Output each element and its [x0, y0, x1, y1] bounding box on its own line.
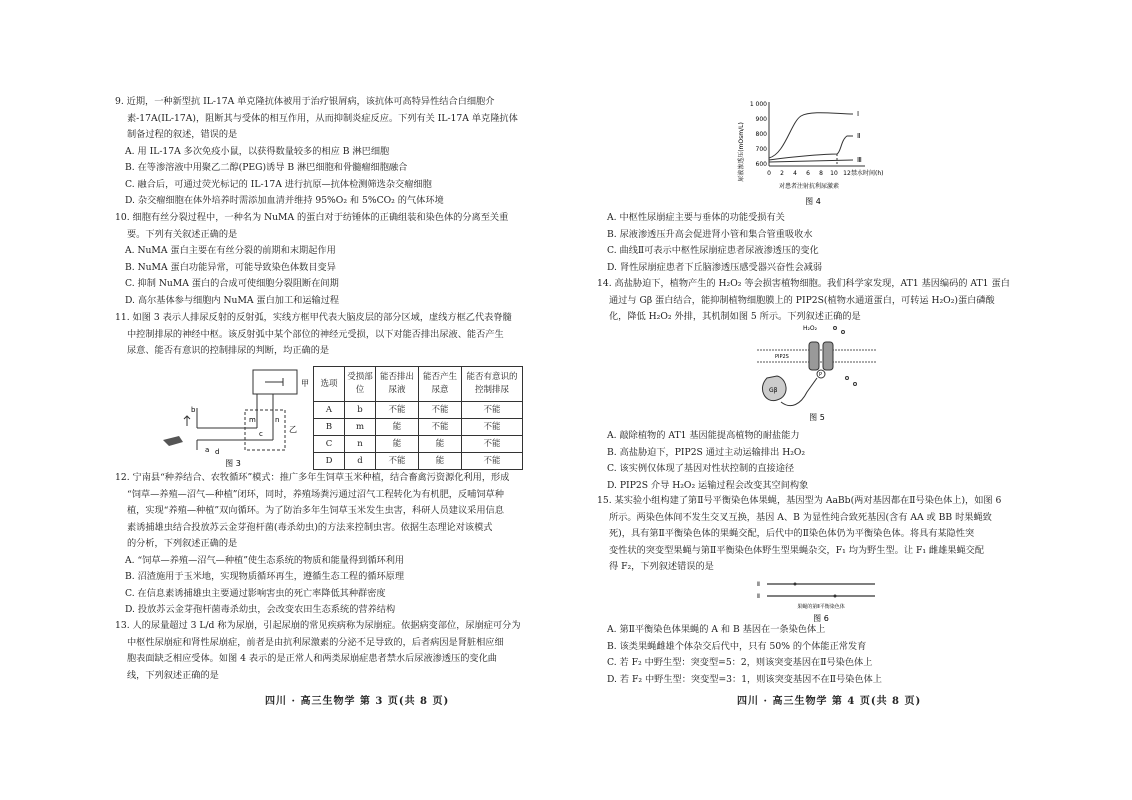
q9-option-c: C. 融合后，可通过荧光标记的 IL-17A 进行抗原—抗体检测筛选杂交瘤细胞	[125, 178, 432, 190]
table-cell: B	[314, 419, 345, 436]
y-tick-label: 1 000	[749, 101, 767, 108]
label-gb: Gβ	[769, 387, 778, 394]
table-cell: d	[345, 453, 376, 470]
q11-line-3: 尿意、能否有意识的控制排尿的判断，均正确的是	[127, 345, 330, 356]
y-tick-label: 800	[755, 131, 767, 138]
series-label-II: Ⅱ	[857, 132, 861, 140]
q13-option-c: C. 曲线Ⅱ可表示中枢性尿崩症患者尿液渗透压的变化	[607, 245, 819, 256]
left-page-column	[115, 0, 555, 800]
curve-III	[769, 160, 853, 162]
molecule	[846, 377, 849, 380]
table-cell: 不能	[419, 402, 462, 419]
q14-option-d: D. PIP2S 介导 H₂O₂ 运输过程会改变其空间构象	[607, 479, 809, 491]
q10-line-1: 10. 细胞有丝分裂过程中，一种名为 NuMA 的蛋白对于纺锤体的正确组装和染色体的分离至关重	[115, 212, 509, 223]
table-header-row	[314, 367, 523, 402]
table-cell: C	[314, 436, 345, 453]
question-12	[115, 470, 555, 619]
table-cell: n	[345, 436, 376, 453]
figure-6-caption: 图 6	[813, 614, 829, 623]
footer-right-page-number: 四川 · 高三生物学 第 4 页(共 8 页)	[737, 696, 922, 707]
q15-line-4: 变性状的突变型果蝇与第Ⅱ平衡染色体野生型果蝇杂交，F₁ 均为野生型。让 F₁ 雌雄果蝇交配	[609, 544, 985, 556]
q14-option-c: C. 该实例仅体现了基因对性状控制的直接途径	[607, 463, 795, 474]
receptor	[163, 436, 183, 446]
question-11	[115, 310, 555, 360]
q9-option-a: A. 用 IL-17A 多次免疫小鼠，以获得数量较多的相应 B 淋巴细胞	[125, 145, 390, 157]
footer-left-page-number: 四川 · 高三生物学 第 3 页(共 8 页)	[265, 696, 450, 707]
molecule	[854, 383, 857, 386]
q13-line-4: 线，下列叙述正确的是	[127, 669, 219, 681]
y-tick-label: 900	[755, 116, 767, 123]
figure-3-caption: 图 3	[225, 459, 241, 468]
at1-binding-path	[781, 378, 817, 406]
q15-line-1: 15. 某实验小组构建了第Ⅱ号平衡染色体果蝇，基因型为 AaBb(两对基因都在Ⅱ号染色体上)，如图 6	[597, 495, 1002, 506]
x-tick-label: 6	[806, 170, 810, 177]
question-13-options	[597, 210, 1042, 276]
q15-option-a: A. 第Ⅱ平衡染色体果蝇的 A 和 B 基因在一条染色体上	[607, 624, 826, 635]
q10-option-d: D. 高尔基体参与细胞内 NuMA 蛋白加工和运输过程	[125, 294, 340, 306]
question-14-options	[597, 428, 1042, 494]
table-row	[314, 453, 523, 470]
x-tick-label: 8	[819, 170, 823, 177]
figure-5-caption: 图 5	[809, 413, 825, 422]
curve-I	[769, 113, 853, 158]
q14-option-a: A. 敲除植物的 AT1 基因能提高植物的耐盐能力	[607, 430, 800, 441]
label-b: b	[191, 406, 196, 414]
gene-locus	[794, 583, 797, 586]
neuron-jia	[265, 378, 283, 386]
q12-line-3: 植，实现“养殖—种植”双向循环。为了防治多年生饲草玉米发生虫害，科研人员建议采用信息	[127, 505, 504, 516]
q15-line-3: 死)，具有第Ⅱ平衡染色体的果蝇交配，后代中的Ⅱ染色体仍为平衡染色体。将具有某隐性突	[609, 528, 975, 539]
q13-line-1: 13. 人的尿量超过 3 L/d 称为尿崩，引起尿崩的常见疾病称为尿崩症。依据病变部位，尿崩症可分为	[115, 620, 521, 631]
figure-4-caption: 图 4	[805, 197, 821, 206]
table-header-cell: 能否有意识的控制排尿	[462, 367, 523, 402]
figure-3-reflex-arc	[157, 366, 309, 470]
chrom-label-2: Ⅱ	[757, 593, 760, 600]
q9-option-d: D. 杂交瘤细胞在体外培养时需添加血清并维持 95%O₂ 和 5%CO₂ 的气体环境	[125, 195, 444, 206]
q12-option-c: C. 在信息素诱捕雄虫主要通过影响害虫的死亡率降低其种群密度	[125, 587, 386, 599]
arrow-up	[184, 416, 190, 426]
label-a: a	[205, 446, 210, 454]
q15-option-d: D. 若 F₂ 中野生型：突变型=3：1，则该突变基因不在Ⅱ号染色体上	[607, 673, 882, 685]
q11-table	[313, 366, 523, 470]
pip2s-channel-left	[809, 342, 819, 370]
figure-6-label: 果蝇的第Ⅱ平衡染色体	[797, 604, 845, 610]
table-cell: 不能	[376, 453, 419, 470]
table-row	[314, 419, 523, 436]
q13-option-d: D. 肾性尿崩症患者下丘脑渗透压感受器兴奋性会减弱	[607, 261, 823, 273]
q14-line-3: 化，降低 H₂O₂ 外排，其机制如图 5 所示。下列叙述正确的是	[609, 311, 861, 322]
series-label-III: Ⅲ	[857, 156, 862, 164]
q10-option-c: C. 抑制 NuMA 蛋白的合成可使细胞分裂阻断在间期	[125, 278, 339, 289]
q10-option-b: B. NuMA 蛋白功能异常，可能导致染色体数目变异	[125, 261, 336, 273]
question-10	[115, 210, 555, 309]
table-row	[314, 402, 523, 419]
table-cell: m	[345, 419, 376, 436]
right-page-column	[597, 0, 1042, 800]
table-cell: 能	[419, 453, 462, 470]
table-header-cell: 能否产生尿意	[419, 367, 462, 402]
figure-4-x-label: 禁水时间(h)	[851, 170, 884, 177]
q15-option-b: B. 该类果蝇雌雄个体杂交后代中，只有 50% 的个体能正常发育	[607, 640, 867, 652]
q15-option-c: C. 若 F₂ 中野生型：突变型=5：2，则该突变基因在Ⅱ号染色体上	[607, 657, 873, 668]
table-cell: 能	[376, 436, 419, 453]
q13-option-b: B. 尿液渗透压升高会促进肾小管和集合管重吸收水	[607, 228, 813, 240]
q12-option-d: D. 投放苏云金芽孢杆菌毒杀幼虫，会改变农田生态系统的营养结构	[125, 604, 396, 615]
gene-locus	[834, 595, 837, 598]
label-h2o2: H₂O₂	[803, 325, 818, 332]
figure-6-balanced-chromosome	[755, 576, 885, 624]
q14-option-b: B. 高盐胁迫下，PIP2S 通过主动运输排出 H₂O₂	[607, 446, 806, 458]
table-cell: D	[314, 453, 345, 470]
molecule	[842, 331, 845, 334]
figure-5-pip2s-diagram	[747, 322, 887, 424]
q12-line-1: 12. 宁南县“种养结合、农牧循环”模式：推广多年生饲草玉米种植，结合畜禽污资源化利用，形成	[115, 472, 510, 483]
question-15-options	[597, 622, 1042, 688]
chrom-label-1: Ⅱ	[757, 581, 760, 588]
question-13	[115, 618, 555, 684]
q14-line-1: 14. 高盐胁迫下，植物产生的 H₂O₂ 等会损害植物细胞。我们科学家发现，AT1 基因编码的 AT1 蛋白	[597, 278, 1010, 289]
table-row	[314, 436, 523, 453]
table-cell: 不能	[462, 419, 523, 436]
q10-line-2: 要。下列有关叙述正确的是	[127, 228, 238, 240]
series-label-I: Ⅰ	[857, 110, 860, 118]
molecule	[834, 327, 837, 330]
q13-line-2: 中枢性尿崩症和肾性尿崩症，前者是由抗利尿激素的分泌不足导致的，后者病因是肾脏相应细	[127, 636, 504, 648]
question-14	[597, 276, 1042, 326]
q9-line-1: 9. 近期，一种新型抗 IL-17A 单克隆抗体被用于治疗银屑病，该抗体可高特异性结合白细胞介	[115, 96, 495, 107]
x-tick-label: 0	[767, 170, 771, 177]
q12-option-b: B. 沼渣施用于玉米地，实现物质循环再生，遵循生态工程的循环原理	[125, 571, 405, 582]
x-tick-label: 4	[793, 170, 797, 177]
figure-4-y-label: 尿液渗透压(mOsm/L)	[738, 122, 745, 182]
q15-line-5: 得 F₂，下列叙述错误的是	[609, 561, 714, 572]
label-d: d	[215, 448, 220, 456]
table-header-cell: 受损部位	[345, 367, 376, 402]
table-header-cell: 选项	[314, 367, 345, 402]
q10-option-a: A. NuMA 蛋白主要在有丝分裂的前期和末期起作用	[125, 245, 336, 256]
label-p: P	[819, 372, 823, 378]
label-pip2s: PIP2S	[775, 354, 789, 360]
q9-line-3: 制备过程的叙述，错误的是	[127, 129, 238, 140]
x-tick-label: 10	[830, 170, 838, 177]
table-cell: 能	[419, 436, 462, 453]
table-cell: A	[314, 402, 345, 419]
q9-option-b: B. 在等渗溶液中用聚乙二醇(PEG)诱导 B 淋巴细胞和骨髓瘤细胞融合	[125, 162, 408, 173]
question-9	[115, 94, 555, 210]
figure-4-note: 对患者注射抗利尿激素	[778, 183, 840, 190]
y-tick-label: 700	[755, 146, 767, 153]
question-15	[597, 493, 1042, 576]
x-tick-label: 2	[780, 170, 784, 177]
table-cell: 不能	[462, 436, 523, 453]
q13-option-a: A. 中枢性尿崩症主要与垂体的功能受损有关	[607, 212, 785, 223]
q12-line-5: 的分析，下列叙述正确的是	[127, 538, 238, 549]
nerve-paths	[197, 394, 273, 450]
table-cell: 不能	[462, 402, 523, 419]
table-cell: b	[345, 402, 376, 419]
q14-line-2: 通过与 Gβ 蛋白结合，能抑制植物细胞膜上的 PIP2S(植物水通道蛋白，可转运 H₂O₂)蛋白磷酸	[609, 294, 995, 306]
q13-line-3: 胞表面缺乏相应受体。如图 4 表示的是正常人和两类尿崩症患者禁水后尿液渗透压的变化曲	[127, 653, 497, 664]
q12-line-4: 素诱捕雄虫结合投放苏云金芽孢杆菌(毒杀幼虫)的方法来控制虫害。依据生态理论对该模式	[127, 521, 493, 533]
q12-option-a: A. “饲草—养殖—沼气—种植”使生态系统的物质和能量得到循环利用	[125, 554, 405, 566]
q9-line-2: 素-17A(IL-17A)，阻断其与受体的相互作用，从而抑制炎症反应。下列有关 IL-17A 单克隆抗体	[127, 112, 518, 124]
label-n: n	[275, 416, 280, 424]
figure-4-chart	[737, 96, 887, 208]
label-c: c	[259, 430, 263, 438]
table-cell: 不能	[376, 402, 419, 419]
y-tick-label: 600	[755, 161, 767, 168]
q12-line-2: “饲草—养殖—沼气—种植”闭环，同时，养殖场粪污通过沼气工程转化为有机肥，反哺饲草种	[127, 488, 504, 500]
label-m: m	[249, 416, 256, 424]
label-jia: 甲	[301, 379, 309, 388]
pip2s-channel-right	[823, 342, 833, 370]
table-cell: 不能	[462, 453, 523, 470]
table-cell: 能	[376, 419, 419, 436]
table-cell: 不能	[419, 419, 462, 436]
table-header-cell: 能否排出尿液	[376, 367, 419, 402]
q11-line-2: 中控制排尿的神经中枢。该反射弧中某个部位的神经元受损，以下对能否排出尿液、能否产生	[127, 328, 504, 340]
q15-line-2: 所示。两染色体间不发生交叉互换，基因 A、B 为显性纯合致死基因(含有 AA 或 BB 时果蝇致	[609, 511, 992, 523]
label-yi: 乙	[289, 425, 297, 434]
q11-line-1: 11. 如图 3 表示人排尿反射的反射弧，实线方框甲代表大脑皮层的部分区域，虚线方框乙代表脊髓	[115, 312, 512, 323]
x-tick-label: 12	[843, 170, 851, 177]
